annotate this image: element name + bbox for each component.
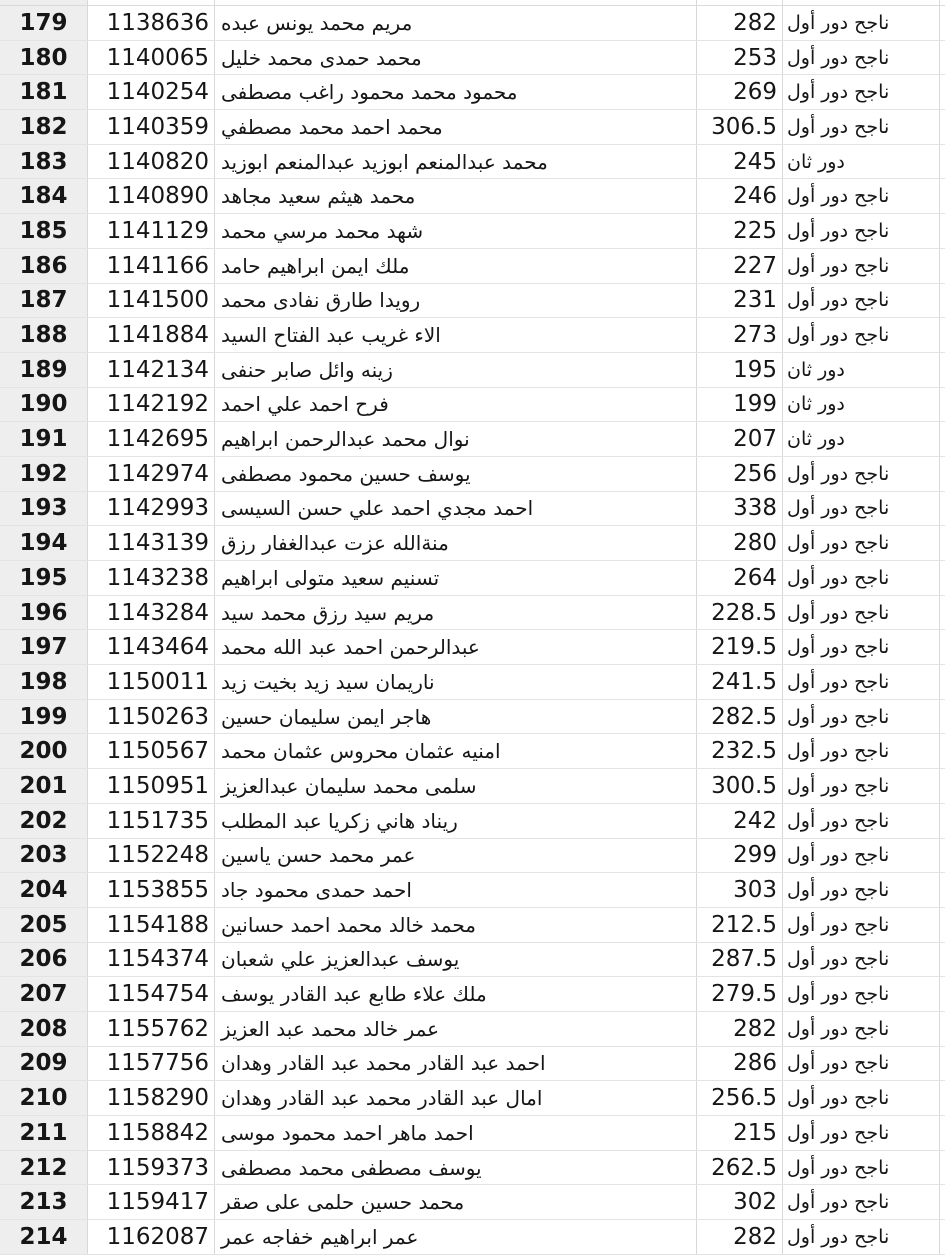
table-row — [0, 526, 945, 561]
row-number-cell[interactable]: 203 — [0, 839, 88, 873]
score-cell[interactable]: 279.5 — [697, 977, 783, 1011]
student-name-cell[interactable]: احمد مجدي احمد علي حسن السيسى — [215, 492, 697, 526]
student-name-cell[interactable]: مريم سيد رزق محمد سيد — [215, 596, 697, 630]
edge-cell — [940, 873, 945, 907]
table-row — [0, 1151, 945, 1186]
score-cell[interactable]: 282 — [697, 1012, 783, 1046]
edge-cell — [940, 457, 945, 491]
seat-number-cell[interactable]: 1158842 — [88, 1116, 215, 1150]
seat-number-cell[interactable]: 1154754 — [88, 977, 215, 1011]
score-cell[interactable]: 231 — [697, 284, 783, 318]
edge-cell — [940, 908, 945, 942]
row-number-cell[interactable]: 194 — [0, 526, 88, 560]
table-row — [0, 145, 945, 180]
edge-cell — [940, 734, 945, 768]
seat-number-cell[interactable]: 1143139 — [88, 526, 215, 560]
status-cell[interactable]: ناجح دور أول — [783, 284, 940, 318]
status-cell[interactable]: ناجح دور أول — [783, 1081, 940, 1115]
edge-cell — [940, 214, 945, 248]
edge-cell — [940, 1012, 945, 1046]
score-cell[interactable]: 269 — [697, 75, 783, 109]
status-cell[interactable]: ناجح دور أول — [783, 75, 940, 109]
rows-container — [0, 6, 945, 1255]
status-cell[interactable]: ناجح دور أول — [783, 41, 940, 75]
table-row — [0, 873, 945, 908]
edge-cell — [940, 388, 945, 422]
student-name-cell[interactable]: امنيه عثمان محروس عثمان محمد — [215, 734, 697, 768]
table-row — [0, 561, 945, 596]
score-cell[interactable]: 256 — [697, 457, 783, 491]
status-cell[interactable]: ناجح دور أول — [783, 561, 940, 595]
score-cell[interactable]: 219.5 — [697, 630, 783, 664]
table-row — [0, 1220, 945, 1255]
student-name-cell[interactable]: سلمى محمد سليمان عبدالعزيز — [215, 769, 697, 803]
status-cell[interactable]: ناجح دور أول — [783, 734, 940, 768]
edge-cell — [940, 561, 945, 595]
student-name-cell[interactable]: محمد هيثم سعيد مجاهد — [215, 179, 697, 213]
seat-number-cell[interactable]: 1142993 — [88, 492, 215, 526]
student-name-cell[interactable]: الاء غريب عبد الفتاح السيد — [215, 318, 697, 352]
student-name-cell[interactable]: تسنيم سعيد متولى ابراهيم — [215, 561, 697, 595]
student-name-cell[interactable]: يوسف عبدالعزيز علي شعبان — [215, 943, 697, 977]
score-cell[interactable]: 300.5 — [697, 769, 783, 803]
status-cell[interactable]: ناجح دور أول — [783, 1185, 940, 1219]
score-cell[interactable]: 195 — [697, 353, 783, 387]
score-cell[interactable]: 227 — [697, 249, 783, 283]
table-row — [0, 943, 945, 978]
seat-number-cell[interactable]: 1150567 — [88, 734, 215, 768]
score-cell[interactable]: 228.5 — [697, 596, 783, 630]
status-cell[interactable]: ناجح دور أول — [783, 110, 940, 144]
row-number-cell[interactable]: 202 — [0, 804, 88, 838]
table-row — [0, 492, 945, 527]
table-row — [0, 41, 945, 76]
score-cell[interactable]: 280 — [697, 526, 783, 560]
edge-cell — [940, 943, 945, 977]
status-cell[interactable]: ناجح دور أول — [783, 630, 940, 664]
score-cell[interactable]: 225 — [697, 214, 783, 248]
score-cell[interactable]: 207 — [697, 422, 783, 456]
score-cell[interactable]: 338 — [697, 492, 783, 526]
seat-number-cell[interactable]: 1154188 — [88, 908, 215, 942]
row-number-cell[interactable]: 190 — [0, 388, 88, 422]
seat-number-cell[interactable]: 1162087 — [88, 1220, 215, 1254]
edge-cell — [940, 492, 945, 526]
row-number-cell[interactable]: 209 — [0, 1047, 88, 1081]
status-cell[interactable]: ناجح دور أول — [783, 908, 940, 942]
table-row — [0, 665, 945, 700]
table-row — [0, 422, 945, 457]
table-row — [0, 839, 945, 874]
table-row — [0, 1185, 945, 1220]
score-cell[interactable]: 282 — [697, 6, 783, 40]
status-cell[interactable]: ناجح دور أول — [783, 977, 940, 1011]
edge-cell — [940, 179, 945, 213]
edge-cell — [940, 353, 945, 387]
seat-number-cell[interactable]: 1143284 — [88, 596, 215, 630]
student-name-cell[interactable]: فرح احمد علي احمد — [215, 388, 697, 422]
row-number-cell[interactable]: 198 — [0, 665, 88, 699]
seat-number-cell[interactable]: 1142695 — [88, 422, 215, 456]
table-row — [0, 75, 945, 110]
table-row — [0, 769, 945, 804]
table-row — [0, 179, 945, 214]
row-number-cell[interactable]: 183 — [0, 145, 88, 179]
seat-number-cell[interactable]: 1155762 — [88, 1012, 215, 1046]
student-name-cell[interactable]: احمد عبد القادر محمد عبد القادر وهدان — [215, 1047, 697, 1081]
table-row — [0, 284, 945, 319]
row-number-cell[interactable]: 208 — [0, 1012, 88, 1046]
seat-number-cell[interactable]: 1150011 — [88, 665, 215, 699]
student-name-cell[interactable]: منةالله عزت عبدالغفار رزق — [215, 526, 697, 560]
score-cell[interactable]: 256.5 — [697, 1081, 783, 1115]
score-cell[interactable]: 273 — [697, 318, 783, 352]
seat-number-cell[interactable]: 1141500 — [88, 284, 215, 318]
seat-number-cell[interactable]: 1152248 — [88, 839, 215, 873]
status-cell[interactable]: ناجح دور أول — [783, 214, 940, 248]
seat-number-cell[interactable]: 1150951 — [88, 769, 215, 803]
table-row — [0, 908, 945, 943]
seat-number-cell[interactable]: 1142192 — [88, 388, 215, 422]
score-cell[interactable]: 306.5 — [697, 110, 783, 144]
edge-cell — [940, 1185, 945, 1219]
row-number-cell[interactable]: 213 — [0, 1185, 88, 1219]
seat-number-cell[interactable]: 1142134 — [88, 353, 215, 387]
status-cell[interactable]: ناجح دور أول — [783, 1116, 940, 1150]
status-cell[interactable]: دور ثان — [783, 388, 940, 422]
score-cell[interactable]: 282.5 — [697, 700, 783, 734]
student-name-cell[interactable]: احمد حمدى محمود جاد — [215, 873, 697, 907]
status-cell[interactable]: ناجح دور أول — [783, 1012, 940, 1046]
edge-cell — [940, 769, 945, 803]
row-number-cell[interactable]: 188 — [0, 318, 88, 352]
table-row — [0, 1012, 945, 1047]
row-number-cell[interactable]: 181 — [0, 75, 88, 109]
edge-cell — [940, 1081, 945, 1115]
student-name-cell-partial — [215, 0, 697, 5]
score-cell[interactable]: 286 — [697, 1047, 783, 1081]
seat-number-cell[interactable]: 1159417 — [88, 1185, 215, 1219]
student-name-cell[interactable]: يوسف مصطفى محمد مصطفى — [215, 1151, 697, 1185]
edge-cell — [940, 596, 945, 630]
seat-number-cell[interactable]: 1140254 — [88, 75, 215, 109]
row-number-cell[interactable]: 191 — [0, 422, 88, 456]
table-row — [0, 110, 945, 145]
edge-cell — [940, 1047, 945, 1081]
edge-cell — [940, 318, 945, 352]
status-cell[interactable]: ناجح دور أول — [783, 318, 940, 352]
edge-cell — [940, 284, 945, 318]
status-cell[interactable]: ناجح دور أول — [783, 839, 940, 873]
student-name-cell[interactable]: ريناد هاني زكريا عبد المطلب — [215, 804, 697, 838]
seat-number-cell[interactable]: 1153855 — [88, 873, 215, 907]
student-name-cell[interactable]: امال عبد القادر محمد عبد القادر وهدان — [215, 1081, 697, 1115]
table-row — [0, 700, 945, 735]
status-cell[interactable]: ناجح دور أول — [783, 804, 940, 838]
score-cell[interactable]: 241.5 — [697, 665, 783, 699]
seat-number-cell-partial — [88, 0, 215, 5]
edge-cell — [940, 977, 945, 1011]
edge-cell — [940, 526, 945, 560]
seat-number-cell[interactable]: 1142974 — [88, 457, 215, 491]
status-cell[interactable]: ناجح دور أول — [783, 665, 940, 699]
edge-cell — [940, 145, 945, 179]
seat-number-cell[interactable]: 1151735 — [88, 804, 215, 838]
score-cell[interactable]: 253 — [697, 41, 783, 75]
student-name-cell[interactable]: يوسف حسين محمود مصطفى — [215, 457, 697, 491]
table-row — [0, 1116, 945, 1151]
seat-number-cell[interactable]: 1150263 — [88, 700, 215, 734]
seat-number-cell[interactable]: 1157756 — [88, 1047, 215, 1081]
seat-number-cell[interactable]: 1154374 — [88, 943, 215, 977]
seat-number-cell[interactable]: 1143238 — [88, 561, 215, 595]
seat-number-cell[interactable]: 1140890 — [88, 179, 215, 213]
edge-cell — [940, 422, 945, 456]
student-name-cell[interactable]: محمود محمد محمود راغب مصطفى — [215, 75, 697, 109]
row-number-cell[interactable]: 192 — [0, 457, 88, 491]
score-cell[interactable]: 199 — [697, 388, 783, 422]
table-row — [0, 804, 945, 839]
student-name-cell[interactable]: نوال محمد عبدالرحمن ابراهيم — [215, 422, 697, 456]
student-name-cell[interactable]: محمد خالد محمد احمد حسانين — [215, 908, 697, 942]
edge-cell — [940, 1151, 945, 1185]
table-row — [0, 6, 945, 41]
status-cell[interactable]: ناجح دور أول — [783, 526, 940, 560]
table-row — [0, 249, 945, 284]
status-cell[interactable]: ناجح دور أول — [783, 249, 940, 283]
row-number-cell[interactable]: 179 — [0, 6, 88, 40]
row-number-cell[interactable]: 182 — [0, 110, 88, 144]
table-row — [0, 630, 945, 665]
score-cell[interactable]: 215 — [697, 1116, 783, 1150]
status-cell[interactable]: ناجح دور أول — [783, 1047, 940, 1081]
table-row — [0, 1081, 945, 1116]
status-cell[interactable]: دور ثان — [783, 422, 940, 456]
edge-cell — [940, 665, 945, 699]
score-cell[interactable]: 246 — [697, 179, 783, 213]
edge-cell — [940, 804, 945, 838]
student-name-cell[interactable]: شهد محمد مرسي محمد — [215, 214, 697, 248]
row-number-cell-partial — [0, 0, 88, 5]
row-number-cell[interactable]: 197 — [0, 630, 88, 664]
seat-number-cell[interactable]: 1141166 — [88, 249, 215, 283]
row-number-cell[interactable]: 206 — [0, 943, 88, 977]
row-number-cell[interactable]: 187 — [0, 284, 88, 318]
status-cell[interactable]: ناجح دور أول — [783, 873, 940, 907]
edge-cell — [940, 630, 945, 664]
seat-number-cell[interactable]: 1140820 — [88, 145, 215, 179]
table-row — [0, 214, 945, 249]
student-name-cell[interactable]: محمد حسين حلمى على صقر — [215, 1185, 697, 1219]
table-row — [0, 596, 945, 631]
score-cell[interactable]: 245 — [697, 145, 783, 179]
score-cell[interactable]: 242 — [697, 804, 783, 838]
student-name-cell[interactable]: هاجر ايمن سليمان حسين — [215, 700, 697, 734]
edge-cell-partial — [940, 0, 945, 5]
score-cell[interactable]: 299 — [697, 839, 783, 873]
score-cell[interactable]: 212.5 — [697, 908, 783, 942]
status-cell[interactable]: ناجح دور أول — [783, 457, 940, 491]
score-cell-partial — [697, 0, 783, 5]
seat-number-cell[interactable]: 1138636 — [88, 6, 215, 40]
row-number-cell[interactable]: 210 — [0, 1081, 88, 1115]
student-name-cell[interactable]: زينه وائل صابر حنفى — [215, 353, 697, 387]
student-name-cell[interactable]: محمد احمد محمد مصطفي — [215, 110, 697, 144]
student-name-cell[interactable]: محمد عبدالمنعم ابوزيد عبدالمنعم ابوزيد — [215, 145, 697, 179]
row-number-cell[interactable]: 185 — [0, 214, 88, 248]
student-name-cell[interactable]: محمد حمدى محمد خليل — [215, 41, 697, 75]
status-cell[interactable]: ناجح دور أول — [783, 6, 940, 40]
edge-cell — [940, 700, 945, 734]
row-number-cell[interactable]: 212 — [0, 1151, 88, 1185]
row-number-cell[interactable]: 211 — [0, 1116, 88, 1150]
score-cell[interactable]: 264 — [697, 561, 783, 595]
student-name-cell[interactable]: ناريمان سيد زيد بخيت زيد — [215, 665, 697, 699]
student-name-cell[interactable]: عمر ابراهيم خفاجه عمر — [215, 1220, 697, 1254]
score-cell[interactable]: 232.5 — [697, 734, 783, 768]
seat-number-cell[interactable]: 1140065 — [88, 41, 215, 75]
score-cell[interactable]: 282 — [697, 1220, 783, 1254]
student-name-cell[interactable]: عبدالرحمن احمد عبد الله محمد — [215, 630, 697, 664]
score-cell[interactable]: 262.5 — [697, 1151, 783, 1185]
status-cell[interactable]: ناجح دور أول — [783, 1220, 940, 1254]
edge-cell — [940, 1220, 945, 1254]
seat-number-cell[interactable]: 1140359 — [88, 110, 215, 144]
row-number-cell[interactable]: 204 — [0, 873, 88, 907]
status-cell[interactable]: ناجح دور أول — [783, 492, 940, 526]
edge-cell — [940, 41, 945, 75]
table-row — [0, 388, 945, 423]
seat-number-cell[interactable]: 1143464 — [88, 630, 215, 664]
row-number-cell[interactable]: 199 — [0, 700, 88, 734]
table-row — [0, 353, 945, 388]
score-cell[interactable]: 302 — [697, 1185, 783, 1219]
seat-number-cell[interactable]: 1141884 — [88, 318, 215, 352]
row-number-cell[interactable]: 196 — [0, 596, 88, 630]
row-number-cell[interactable]: 200 — [0, 734, 88, 768]
student-name-cell[interactable]: عمر محمد حسن ياسين — [215, 839, 697, 873]
edge-cell — [940, 839, 945, 873]
table-row — [0, 734, 945, 769]
seat-number-cell[interactable]: 1158290 — [88, 1081, 215, 1115]
status-cell[interactable]: دور ثان — [783, 145, 940, 179]
edge-cell — [940, 110, 945, 144]
edge-cell — [940, 1116, 945, 1150]
row-number-cell[interactable]: 180 — [0, 41, 88, 75]
status-cell[interactable]: ناجح دور أول — [783, 1151, 940, 1185]
row-number-cell[interactable]: 201 — [0, 769, 88, 803]
status-cell[interactable]: ناجح دور أول — [783, 769, 940, 803]
status-cell[interactable]: ناجح دور أول — [783, 179, 940, 213]
student-name-cell[interactable]: مريم محمد يونس عبده — [215, 6, 697, 40]
table-row — [0, 977, 945, 1012]
row-number-cell[interactable]: 205 — [0, 908, 88, 942]
status-cell[interactable]: ناجح دور أول — [783, 596, 940, 630]
status-cell-partial — [783, 0, 940, 5]
status-cell[interactable]: ناجح دور أول — [783, 700, 940, 734]
table-row — [0, 457, 945, 492]
edge-cell — [940, 249, 945, 283]
edge-cell — [940, 75, 945, 109]
student-name-cell[interactable]: عمر خالد محمد عبد العزيز — [215, 1012, 697, 1046]
score-cell[interactable]: 303 — [697, 873, 783, 907]
row-number-cell[interactable]: 195 — [0, 561, 88, 595]
row-number-cell[interactable]: 207 — [0, 977, 88, 1011]
row-number-cell[interactable]: 214 — [0, 1220, 88, 1254]
student-name-cell[interactable]: رويدا طارق نفادى محمد — [215, 284, 697, 318]
table-row — [0, 1047, 945, 1082]
edge-cell — [940, 6, 945, 40]
score-cell[interactable]: 287.5 — [697, 943, 783, 977]
row-number-cell[interactable]: 193 — [0, 492, 88, 526]
seat-number-cell[interactable]: 1141129 — [88, 214, 215, 248]
status-cell[interactable]: ناجح دور أول — [783, 943, 940, 977]
status-cell[interactable]: دور ثان — [783, 353, 940, 387]
row-number-cell[interactable]: 189 — [0, 353, 88, 387]
student-name-cell[interactable]: احمد ماهر احمد محمود موسى — [215, 1116, 697, 1150]
row-number-cell[interactable]: 184 — [0, 179, 88, 213]
student-name-cell[interactable]: ملك ايمن ابراهيم حامد — [215, 249, 697, 283]
row-number-cell[interactable]: 186 — [0, 249, 88, 283]
student-name-cell[interactable]: ملك علاء طابع عبد القادر يوسف — [215, 977, 697, 1011]
seat-number-cell[interactable]: 1159373 — [88, 1151, 215, 1185]
table-row — [0, 318, 945, 353]
